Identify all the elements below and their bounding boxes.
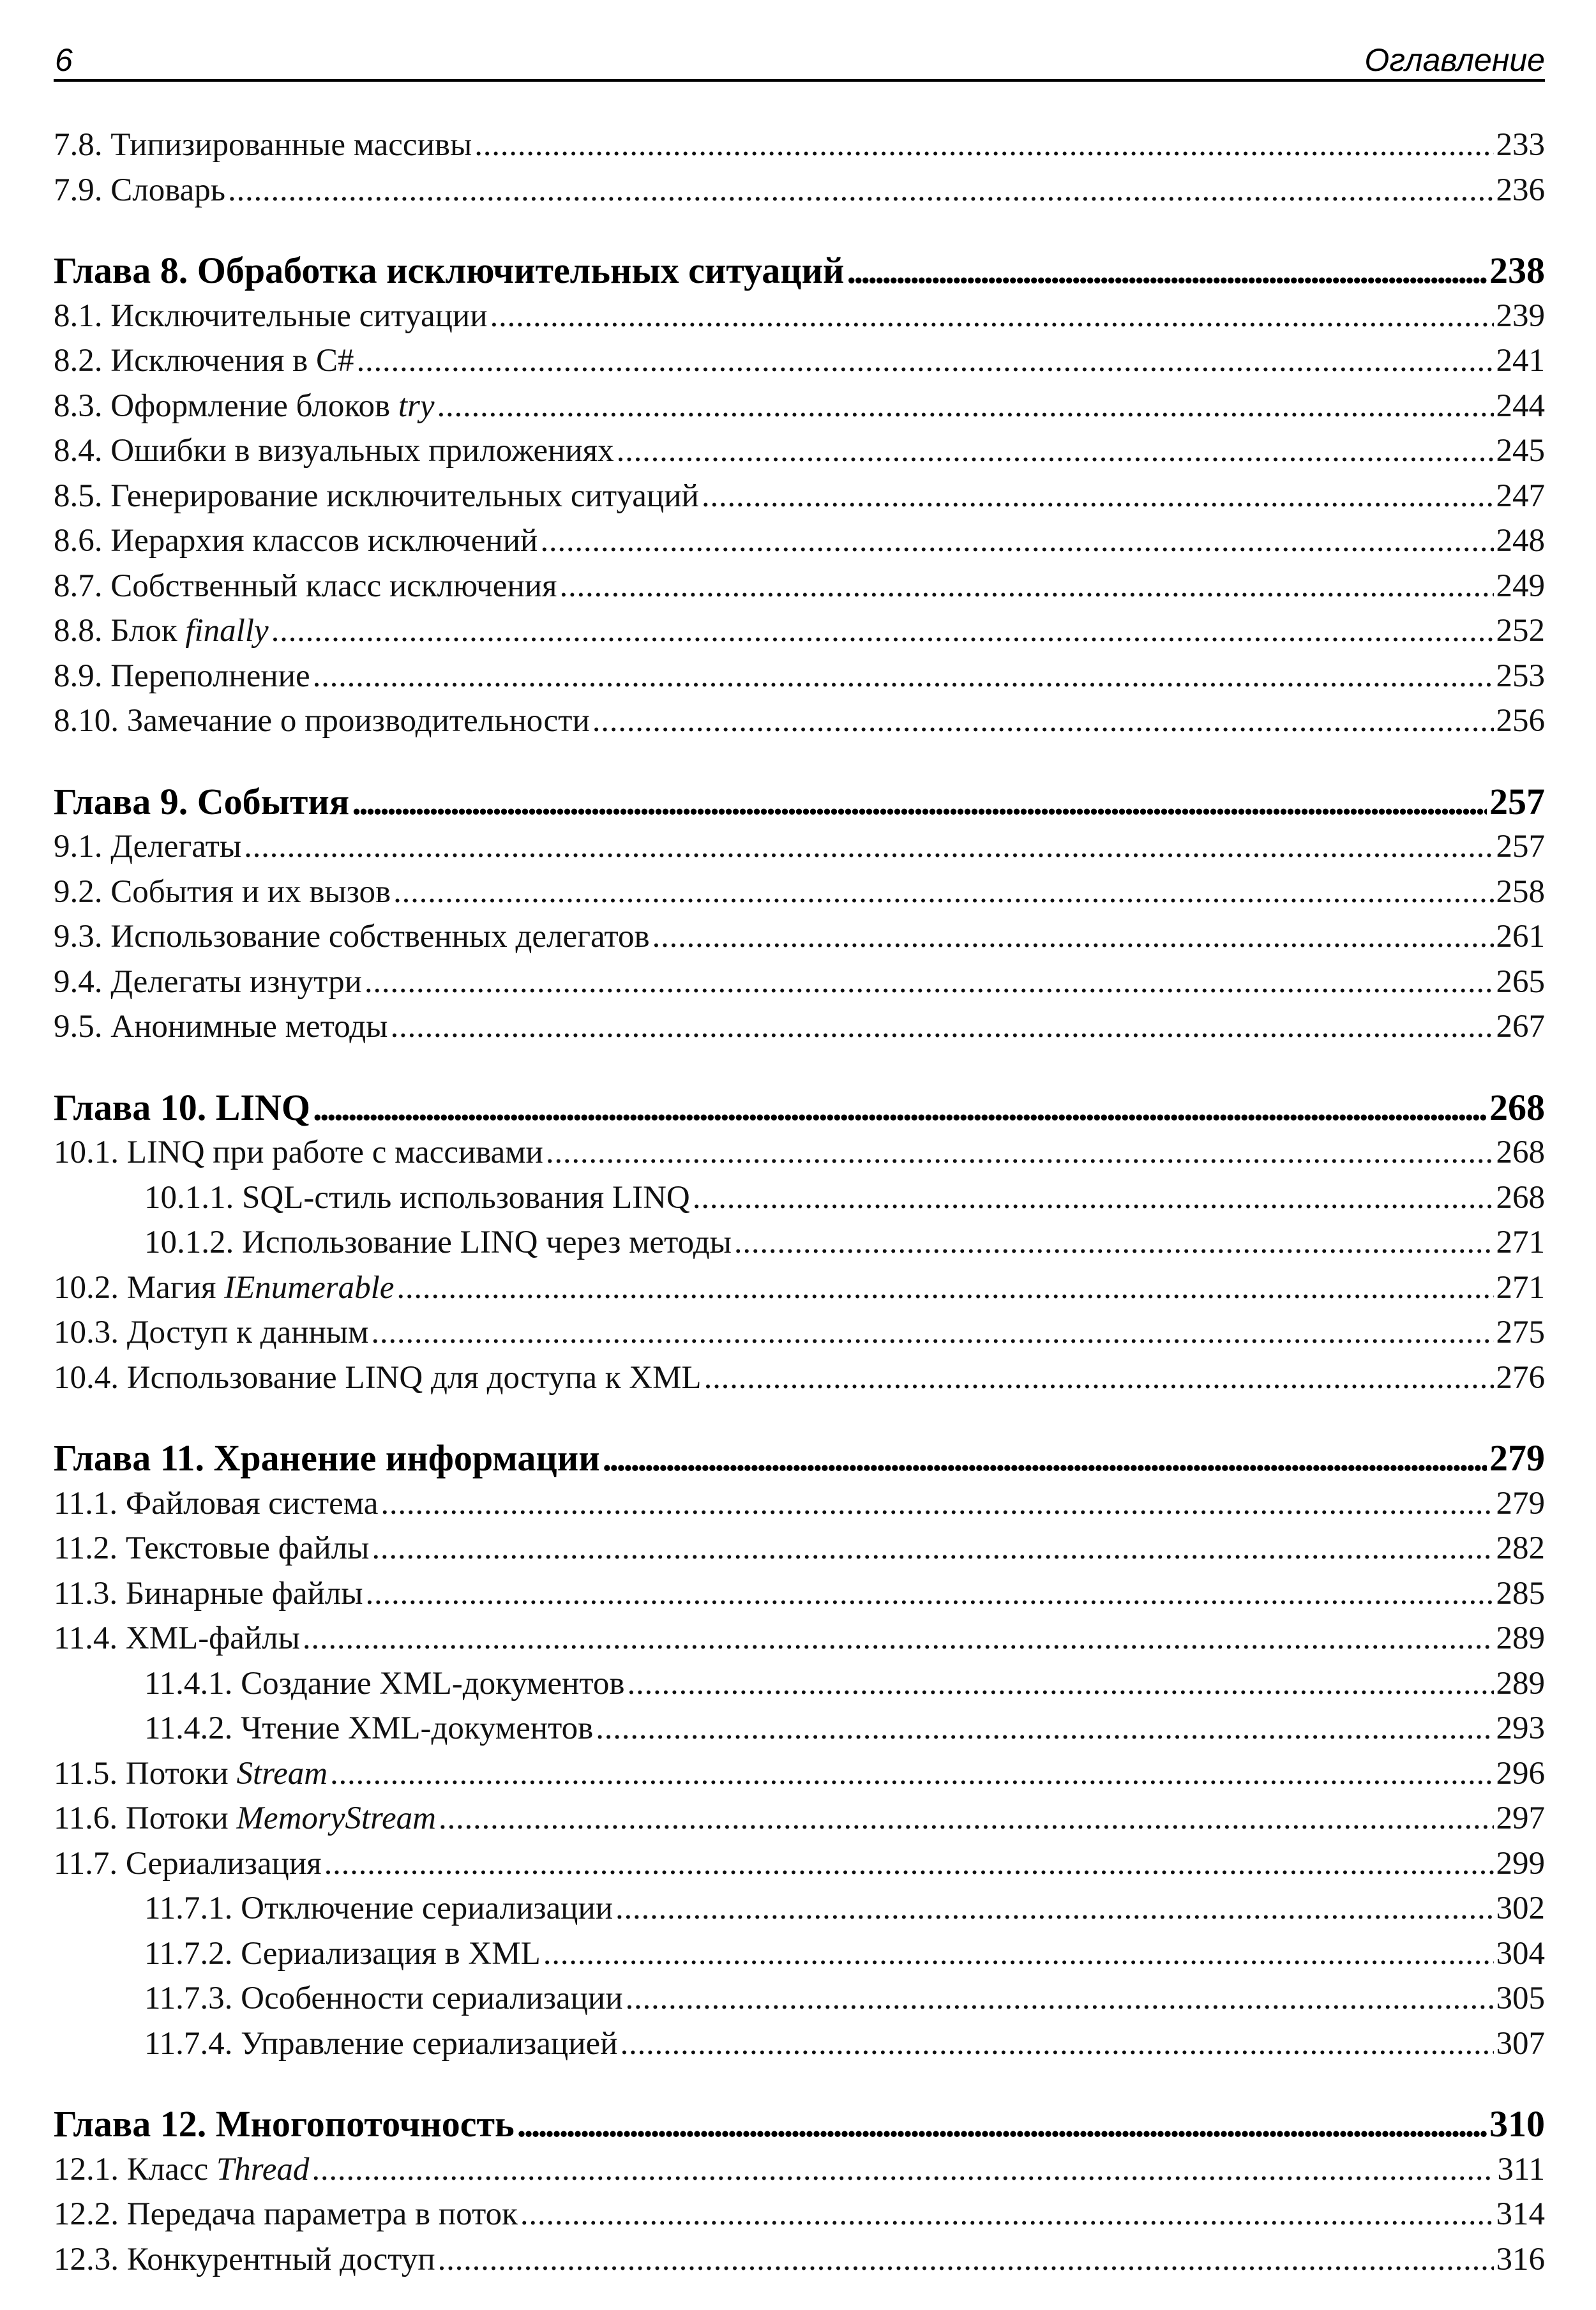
toc-entry-title-text: Глава 11. Хранение информации xyxy=(54,1437,600,1479)
toc-entry xyxy=(54,1571,1545,1617)
toc-entry-title-text: 7.8. Типизированные массивы xyxy=(54,127,472,163)
dot-leader xyxy=(626,1976,1494,2021)
toc-entry-title xyxy=(54,294,488,339)
toc-entry-title xyxy=(54,1616,300,1661)
toc-entry-page-number: 245 xyxy=(1496,433,1545,469)
toc-entry-page-number: 314 xyxy=(1496,2196,1545,2232)
toc-entry-title xyxy=(54,1004,388,1050)
toc-entry xyxy=(54,1265,1545,1311)
table-of-contents xyxy=(54,123,1545,2282)
dot-leader xyxy=(390,1004,1493,1050)
dot-leader xyxy=(702,474,1494,519)
dot-leader xyxy=(517,2102,1487,2147)
toc-entry-page-number: 267 xyxy=(1496,1009,1545,1045)
toc-entry-title xyxy=(144,2021,617,2067)
dot-leader xyxy=(303,1616,1494,1661)
toc-entry xyxy=(54,1004,1545,1050)
toc-entry xyxy=(54,1130,1545,1175)
toc-entry xyxy=(54,698,1545,744)
toc-entry xyxy=(54,1310,1545,1355)
toc-entry-title-text: 8.1. Исключительные ситуации xyxy=(54,298,488,334)
toc-entry-title xyxy=(54,564,557,609)
dot-leader xyxy=(271,608,1494,654)
toc-entry xyxy=(54,2237,1545,2283)
toc-entry-title-text: 10.1.2. Использование LINQ через методы xyxy=(144,1225,732,1260)
dot-leader xyxy=(615,1886,1493,1931)
toc-entry-title-text: 9.1. Делегаты xyxy=(54,829,242,864)
toc-entry xyxy=(54,428,1545,474)
dot-leader xyxy=(313,654,1494,699)
toc-entry-page-number: 268 xyxy=(1496,1135,1545,1170)
dot-leader xyxy=(312,2147,1494,2193)
dot-leader xyxy=(372,1526,1493,1571)
toc-entry-title xyxy=(54,2102,515,2147)
toc-entry-title-italic: Stream xyxy=(236,1755,328,1792)
toc-entry-page-number: 285 xyxy=(1496,1575,1545,1612)
toc-entry xyxy=(54,1841,1545,1887)
toc-entry-title-text: 8.8. Блок xyxy=(54,613,186,649)
toc-entry-page-number: 253 xyxy=(1496,658,1545,694)
toc-entry xyxy=(54,1616,1545,1661)
toc-entry-title-text: 8.4. Ошибки в визуальных приложениях xyxy=(54,433,614,469)
dot-leader xyxy=(704,1355,1494,1401)
dot-leader xyxy=(559,564,1493,609)
toc-entry xyxy=(54,2021,1545,2067)
toc-entry xyxy=(54,384,1545,429)
toc-entry-page-number: 296 xyxy=(1496,1755,1545,1792)
toc-chapter-entry xyxy=(54,1436,1545,1481)
toc-entry-page-number: 257 xyxy=(1496,829,1545,864)
toc-entry-page-number: 248 xyxy=(1496,523,1545,559)
toc-entry-title xyxy=(54,1526,369,1571)
toc-entry xyxy=(54,1220,1545,1265)
toc-entry-title xyxy=(54,518,538,564)
toc-entry-page-number: 279 xyxy=(1489,1437,1545,1479)
toc-chapter-entry xyxy=(54,2102,1545,2147)
dot-leader xyxy=(228,168,1493,213)
toc-entry-page-number: 268 xyxy=(1489,1086,1545,1128)
toc-entry-page-number: 265 xyxy=(1496,963,1545,1000)
dot-leader xyxy=(520,2192,1494,2237)
dot-leader xyxy=(596,1706,1493,1751)
toc-entry-page-number: 316 xyxy=(1496,2241,1545,2277)
toc-entry-page-number: 275 xyxy=(1496,1315,1545,1350)
toc-entry-title-text: 9.5. Анонимные методы xyxy=(54,1009,388,1045)
toc-entry xyxy=(54,654,1545,699)
toc-entry-title-text: Глава 9. События xyxy=(54,780,350,822)
toc-entry-title xyxy=(144,1220,732,1265)
toc-entry-page-number: 299 xyxy=(1496,1845,1545,1882)
toc-entry-page-number: 282 xyxy=(1496,1530,1545,1566)
toc-entry-title-text: 11.7.2. Сериализация в XML xyxy=(144,1935,541,1972)
toc-entry-title-text: Глава 12. Многопоточность xyxy=(54,2103,515,2145)
toc-entry-page-number: 310 xyxy=(1489,2103,1545,2145)
toc-entry xyxy=(54,338,1545,384)
toc-entry-page-number: 304 xyxy=(1496,1935,1545,1972)
toc-entry xyxy=(54,294,1545,339)
toc-entry-title-text: 10.1.1. SQL-стиль использования LINQ xyxy=(144,1179,690,1216)
toc-entry-title xyxy=(54,123,472,168)
toc-entry-page-number: 307 xyxy=(1496,2025,1545,2062)
toc-entry xyxy=(54,123,1545,168)
toc-entry-title xyxy=(54,2147,309,2193)
toc-entry xyxy=(54,1175,1545,1221)
toc-entry-title-text: 11.7.3. Особенности сериализации xyxy=(144,1981,623,2016)
toc-entry-title xyxy=(54,1085,310,1131)
dot-leader xyxy=(652,914,1494,960)
toc-entry-title xyxy=(144,1976,623,2021)
toc-entry xyxy=(54,1355,1545,1401)
toc-entry-page-number: 271 xyxy=(1496,1225,1545,1260)
toc-entry-title-italic: finally xyxy=(185,613,269,649)
toc-entry-title-italic: try xyxy=(398,388,435,424)
toc-entry-title xyxy=(54,384,435,429)
toc-entry-title-text: 7.9. Словарь xyxy=(54,172,226,208)
toc-entry-title xyxy=(54,2237,435,2283)
dot-leader xyxy=(620,2021,1493,2067)
dot-leader xyxy=(366,1571,1494,1617)
toc-entry-page-number: 302 xyxy=(1496,1891,1545,1926)
toc-chapter-entry xyxy=(54,780,1545,825)
toc-entry xyxy=(54,2147,1545,2193)
dot-leader xyxy=(313,1085,1487,1131)
toc-entry-title-text: 12.1. Класс xyxy=(54,2151,216,2187)
dot-leader xyxy=(603,1436,1487,1481)
toc-entry-title-text: 11.7.1. Отключение сериализации xyxy=(144,1891,614,1926)
toc-entry-title-text: 11.7.4. Управление сериализацией xyxy=(144,2025,618,2062)
toc-entry-page-number: 289 xyxy=(1496,1620,1545,1656)
toc-entry-title xyxy=(54,168,225,213)
toc-entry xyxy=(54,914,1545,960)
toc-entry-title xyxy=(54,1751,327,1797)
toc-entry xyxy=(54,2192,1545,2237)
toc-entry-title-text: 10.1. LINQ при работе с массивами xyxy=(54,1135,543,1170)
dot-leader xyxy=(393,870,1493,915)
toc-chapter-entry xyxy=(54,248,1545,294)
dot-leader xyxy=(546,1130,1494,1175)
toc-entry-page-number: 311 xyxy=(1497,2151,1545,2187)
toc-entry-title xyxy=(54,914,650,960)
toc-entry-page-number: 238 xyxy=(1489,250,1545,291)
toc-entry-title-text: 10.3. Доступ к данным xyxy=(54,1315,369,1350)
toc-entry-title-text: 8.5. Генерирование исключительных ситуаций xyxy=(54,478,699,514)
dot-leader xyxy=(543,1931,1494,1977)
toc-entry-page-number: 289 xyxy=(1496,1665,1545,1702)
toc-entry-page-number: 257 xyxy=(1489,780,1545,822)
toc-entry-title xyxy=(54,960,362,1005)
toc-entry-page-number: 241 xyxy=(1496,343,1545,379)
toc-entry-title-text: 11.4. XML-файлы xyxy=(54,1620,300,1656)
toc-entry xyxy=(54,824,1545,870)
toc-entry-title-text: 10.4. Использование LINQ для доступа к XML xyxy=(54,1359,702,1396)
toc-entry-title-text: 12.3. Конкурентный доступ xyxy=(54,2241,435,2277)
toc-entry-title-text: 8.3. Оформление блоков xyxy=(54,388,398,424)
toc-entry-title xyxy=(54,654,310,699)
toc-entry xyxy=(54,1886,1545,1931)
toc-entry xyxy=(54,518,1545,564)
running-title: Оглавление xyxy=(1364,42,1545,78)
toc-entry xyxy=(54,1661,1545,1707)
toc-entry-page-number: 244 xyxy=(1496,388,1545,424)
dot-leader xyxy=(396,1265,1493,1311)
toc-entry-page-number: 279 xyxy=(1496,1485,1545,1521)
toc-entry-title xyxy=(54,608,269,654)
toc-entry-title xyxy=(54,1841,322,1887)
toc-entry-title-text: 11.5. Потоки xyxy=(54,1755,237,1792)
toc-entry-title-text: Глава 8. Обработка исключительных ситуаций xyxy=(54,250,845,291)
toc-entry-page-number: 249 xyxy=(1496,568,1545,604)
toc-entry-title xyxy=(144,1661,624,1707)
toc-entry xyxy=(54,1796,1545,1841)
toc-entry-page-number: 256 xyxy=(1496,703,1545,739)
toc-entry-page-number: 276 xyxy=(1496,1359,1545,1396)
dot-leader xyxy=(437,384,1494,429)
toc-entry-title xyxy=(144,1706,593,1751)
toc-entry-title-text: 8.2. Исключения в C# xyxy=(54,343,354,379)
toc-entry-title-italic: IEnumerable xyxy=(224,1269,395,1306)
dot-leader xyxy=(693,1175,1494,1221)
running-header xyxy=(54,33,1545,82)
toc-entry-title-text: 8.6. Иерархия классов исключений xyxy=(54,523,538,559)
toc-entry-title xyxy=(54,1571,363,1617)
toc-entry-page-number: 236 xyxy=(1496,172,1545,208)
toc-entry-title-text: 10.2. Магия xyxy=(54,1269,225,1306)
toc-entry xyxy=(54,1526,1545,1571)
toc-entry-page-number: 239 xyxy=(1496,298,1545,334)
toc-entry-title-italic: MemoryStream xyxy=(236,1800,436,1836)
toc-entry-title-text: 8.10. Замечание о производительности xyxy=(54,703,590,739)
toc-entry-page-number: 233 xyxy=(1496,127,1545,163)
toc-entry-title-text: 8.7. Собственный класс исключения xyxy=(54,568,557,604)
toc-entry-title xyxy=(54,824,241,870)
dot-leader xyxy=(490,294,1494,339)
toc-entry-page-number: 271 xyxy=(1496,1269,1545,1306)
toc-entry-title xyxy=(54,474,699,519)
toc-entry xyxy=(54,1706,1545,1751)
toc-entry-title xyxy=(54,1481,378,1527)
toc-entry-page-number: 258 xyxy=(1496,873,1545,910)
dot-leader xyxy=(438,2237,1494,2283)
dot-leader xyxy=(357,338,1494,384)
toc-entry-title-text: 11.2. Текстовые файлы xyxy=(54,1530,370,1566)
toc-entry-title xyxy=(54,1436,600,1481)
toc-entry-title xyxy=(54,780,349,825)
toc-chapter-entry xyxy=(54,1085,1545,1131)
dot-leader xyxy=(439,1796,1494,1841)
toc-entry-title xyxy=(54,1355,702,1401)
toc-entry xyxy=(54,960,1545,1005)
dot-leader xyxy=(330,1751,1493,1797)
toc-entry-title xyxy=(144,1886,613,1931)
toc-entry xyxy=(54,1931,1545,1977)
dot-leader xyxy=(617,428,1494,474)
dot-leader xyxy=(847,248,1487,294)
toc-entry-page-number: 252 xyxy=(1496,613,1545,649)
toc-entry-title xyxy=(54,338,354,384)
toc-entry-title xyxy=(144,1931,541,1977)
dot-leader xyxy=(371,1310,1493,1355)
toc-entry-title-text: Глава 10. LINQ xyxy=(54,1086,310,1128)
toc-entry-title-text: 9.4. Делегаты изнутри xyxy=(54,963,362,1000)
page-number: 6 xyxy=(55,42,73,78)
toc-entry xyxy=(54,1481,1545,1527)
toc-entry-page-number: 297 xyxy=(1496,1800,1545,1836)
dot-leader xyxy=(352,780,1487,825)
toc-entry-title-text: 11.7. Сериализация xyxy=(54,1845,322,1882)
dot-leader xyxy=(380,1481,1493,1527)
toc-entry-title xyxy=(54,698,590,744)
toc-entry-title xyxy=(54,1310,368,1355)
toc-entry-title-text: 9.3. Использование собственных делегатов xyxy=(54,919,650,955)
dot-leader xyxy=(627,1661,1493,1707)
dot-leader xyxy=(540,518,1493,564)
toc-entry-title xyxy=(54,870,391,915)
toc-entry xyxy=(54,474,1545,519)
toc-entry-title xyxy=(54,1265,394,1311)
toc-entry-title xyxy=(54,1796,436,1841)
toc-entry-title-text: 8.9. Переполнение xyxy=(54,658,310,694)
toc-entry-title xyxy=(54,2192,518,2237)
toc-entry-page-number: 247 xyxy=(1496,478,1545,514)
toc-entry-title-text: 11.1. Файловая система xyxy=(54,1485,379,1521)
dot-leader xyxy=(734,1220,1494,1265)
toc-entry-title-italic: Thread xyxy=(216,2151,310,2187)
toc-entry-title-text: 11.4.1. Создание XML-документов xyxy=(144,1665,625,1702)
toc-entry xyxy=(54,608,1545,654)
dot-leader xyxy=(365,960,1494,1005)
toc-entry-page-number: 268 xyxy=(1496,1179,1545,1216)
toc-entry-page-number: 305 xyxy=(1496,1981,1545,2016)
toc-entry-page-number: 293 xyxy=(1496,1710,1545,1746)
toc-entry-title xyxy=(54,428,614,474)
toc-entry-title xyxy=(54,1130,543,1175)
toc-entry-page-number: 261 xyxy=(1496,919,1545,955)
dot-leader xyxy=(244,824,1493,870)
dot-leader xyxy=(474,123,1493,168)
toc-entry-title-text: 11.3. Бинарные файлы xyxy=(54,1575,363,1612)
toc-entry-title xyxy=(54,248,844,294)
toc-entry xyxy=(54,168,1545,213)
toc-entry xyxy=(54,564,1545,609)
toc-entry-title-text: 11.6. Потоки xyxy=(54,1800,237,1836)
dot-leader xyxy=(592,698,1494,744)
toc-entry xyxy=(54,1976,1545,2021)
toc-entry xyxy=(54,870,1545,915)
toc-entry-title-text: 11.4.2. Чтение XML-документов xyxy=(144,1710,594,1746)
dot-leader xyxy=(324,1841,1494,1887)
toc-entry xyxy=(54,1751,1545,1797)
toc-entry-title-text: 9.2. События и их вызов xyxy=(54,873,391,910)
toc-entry-title xyxy=(144,1175,690,1221)
toc-entry-title-text: 12.2. Передача параметра в поток xyxy=(54,2196,518,2232)
